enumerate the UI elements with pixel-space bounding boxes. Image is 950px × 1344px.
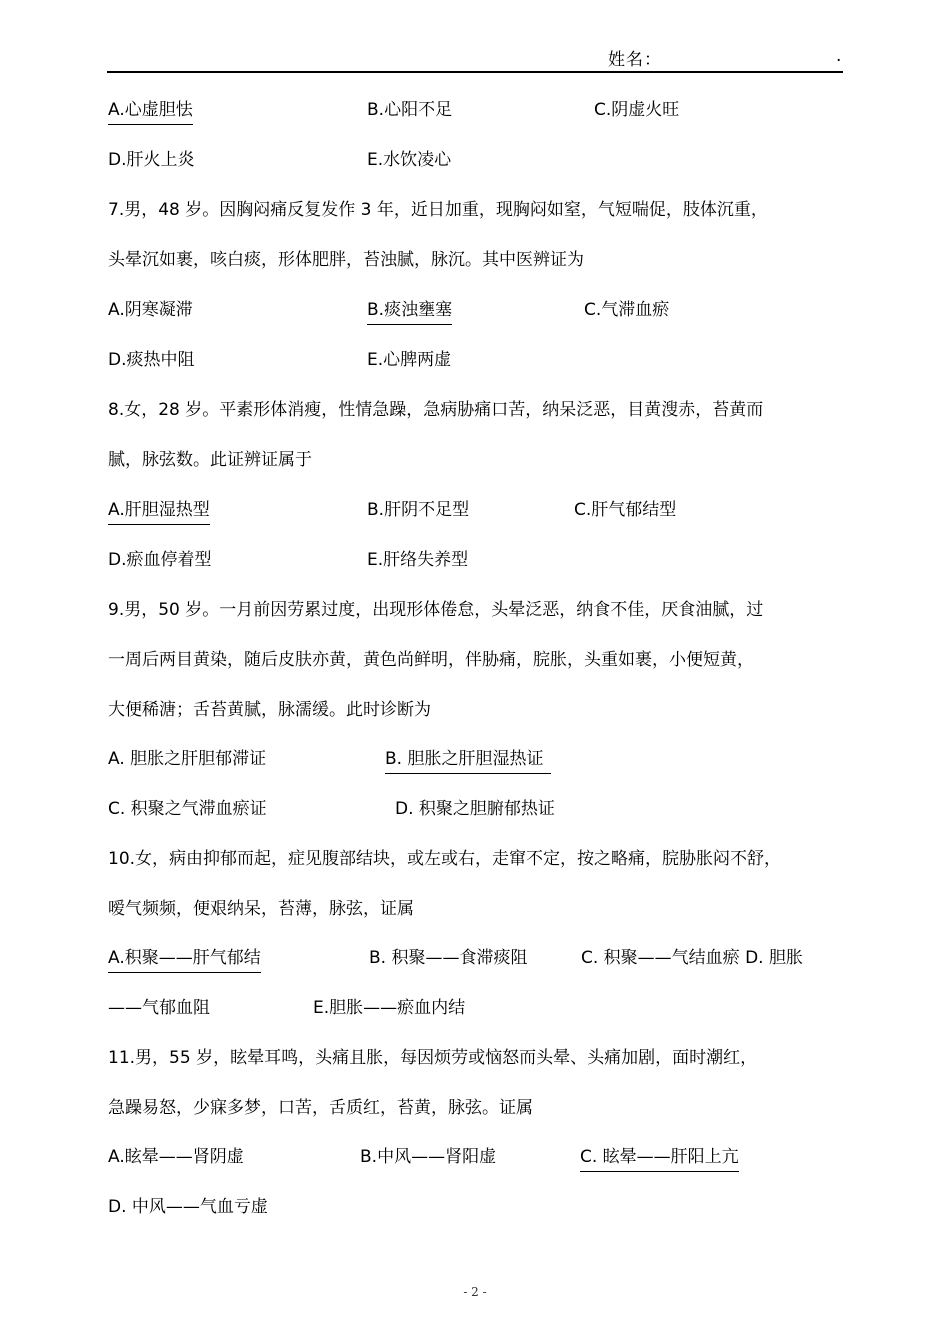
- q9-option-c: C. 积聚之气滞血瘀证: [108, 799, 267, 819]
- q8-option-c: C.肝气郁结型: [574, 500, 677, 520]
- q10-option-e: E.胆胀——瘀血内结: [313, 998, 466, 1018]
- q7-option-a: A.阴寒凝滞: [108, 300, 193, 320]
- q9-stem-line-3: 大便稀溏；舌苔黄腻，脉濡缓。此时诊断为: [108, 700, 431, 720]
- q10-stem-line-2: 嗳气频频，便艰纳呆，苔薄，脉弦，证属: [108, 899, 414, 919]
- q10-option-a: A.积聚——肝气郁结: [108, 946, 261, 973]
- q11-option-a: A.眩晕——肾阴虚: [108, 1147, 244, 1167]
- q11-option-b: B.中风——肾阳虚: [360, 1147, 497, 1167]
- q6-option-a: A.心虚胆怯: [108, 98, 193, 125]
- q6-option-c: C.阴虚火旺: [594, 100, 680, 120]
- q8-stem-line-1: 8.女，28 岁。平素形体消瘦，性情急躁，急病胁痛口苦，纳呆泛恶，目黄溲赤，苔黄而: [108, 400, 764, 420]
- q8-option-e: E.肝络失养型: [367, 550, 469, 570]
- header-rule: [107, 71, 843, 73]
- q8-stem-line-2: 腻，脉弦数。此证辨证属于: [108, 450, 312, 470]
- q9-stem-line-1: 9.男，50 岁。一月前因劳累过度，出现形体倦怠，头晕泛恶，纳食不佳，厌食油腻，过: [108, 600, 764, 620]
- q11-stem-line-1: 11.男，55 岁，眩晕耳鸣，头痛且胀，每因烦劳或恼怒而头晕、头痛加剧，面时潮红，: [108, 1048, 758, 1068]
- q7-stem-line-1: 7.男，48 岁。因胸闷痛反复发作 3 年，近日加重，现胸闷如窒，气短喘促，肢体沉重，: [108, 200, 768, 220]
- q6-option-e: E.水饮凌心: [367, 150, 452, 170]
- q9-option-a: A. 胆胀之肝胆郁滞证: [108, 749, 267, 769]
- q9-option-b: B. 胆胀之肝胆湿热证: [385, 747, 551, 774]
- q8-option-a: A.肝胆湿热型: [108, 498, 210, 525]
- q7-option-b: B.痰浊壅塞: [367, 298, 452, 325]
- q7-stem-line-2: 头晕沉如裹，咳白痰，形体肥胖，苔浊腻，脉沉。其中医辨证为: [108, 250, 584, 270]
- q11-option-c: C. 眩晕——肝阳上亢: [580, 1145, 739, 1172]
- page-number: - 2 -: [463, 1285, 487, 1299]
- q7-option-e: E.心脾两虚: [367, 350, 452, 370]
- q9-option-d: D. 积聚之胆腑郁热证: [395, 799, 555, 819]
- q10-option-c-d: C. 积聚——气结血瘀 D. 胆胀: [581, 948, 803, 968]
- q6-option-d: D.肝火上炎: [108, 150, 195, 170]
- q11-option-d: D. 中风——气血亏虚: [108, 1197, 268, 1217]
- q7-option-d: D.痰热中阻: [108, 350, 195, 370]
- q10-stem-line-1: 10.女，病由抑郁而起，症见腹部结块，或左或右，走窜不定，按之略痛，脘胁胀闷不舒，: [108, 849, 782, 869]
- q8-option-d: D.瘀血停着型: [108, 550, 212, 570]
- q10-option-b: B. 积聚——食滞痰阻: [369, 948, 528, 968]
- header-dot: .: [836, 46, 842, 66]
- q9-stem-line-2: 一周后两目黄染，随后皮肤亦黄，黄色尚鲜明，伴胁痛，脘胀，头重如裹，小便短黄，: [108, 650, 754, 670]
- q8-option-b: B.肝阴不足型: [367, 500, 470, 520]
- q10-option-d-cont: ——气郁血阻: [108, 998, 210, 1018]
- header-name-label: 姓名：: [608, 50, 662, 70]
- q7-option-c: C.气滞血瘀: [584, 300, 670, 320]
- q6-option-b: B.心阳不足: [367, 100, 453, 120]
- q11-stem-line-2: 急躁易怒，少寐多梦，口苦，舌质红，苔黄，脉弦。证属: [108, 1098, 533, 1118]
